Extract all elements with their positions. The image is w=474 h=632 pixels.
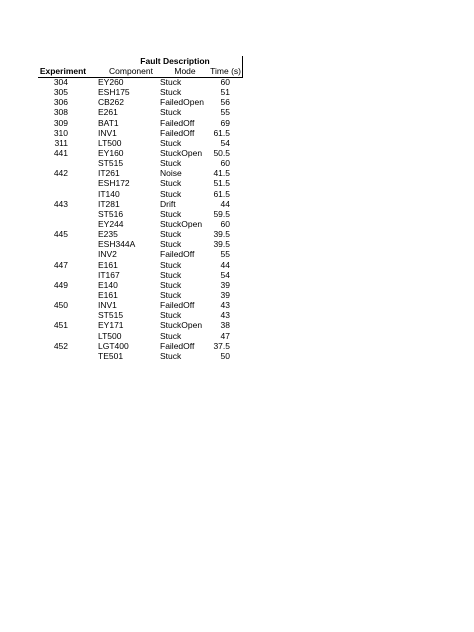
mode-cell: StuckOpen <box>160 320 203 331</box>
table-row <box>0 260 474 270</box>
experiment-cell: 442 <box>53 168 68 179</box>
mode-cell: Stuck <box>160 239 182 250</box>
table-row <box>0 249 474 259</box>
time-column-header: Time (s) <box>210 66 241 76</box>
time-cell: 51.5 <box>213 178 230 189</box>
table-row <box>0 209 474 219</box>
mode-cell: StuckOpen <box>160 218 203 229</box>
component-cell: EY160 <box>98 147 124 158</box>
experiment-cell: 452 <box>53 340 68 351</box>
mode-cell: Stuck <box>160 279 182 290</box>
mode-cell: Stuck <box>160 269 182 280</box>
time-cell: 69 <box>220 117 230 128</box>
table-row <box>0 270 474 280</box>
time-cell: 54 <box>220 269 230 280</box>
experiment-cell: 445 <box>53 229 68 240</box>
time-cell: 55 <box>220 249 230 260</box>
mode-cell: Stuck <box>160 77 182 87</box>
mode-cell: Noise <box>160 168 182 179</box>
component-cell: ST515 <box>98 158 124 169</box>
component-cell: IT167 <box>98 269 120 280</box>
experiment-column-header: Experiment <box>39 66 87 76</box>
component-cell: E161 <box>98 259 118 270</box>
table-row <box>0 310 474 320</box>
table-row <box>0 87 474 97</box>
mode-cell: Stuck <box>160 208 182 219</box>
mode-cell: Stuck <box>160 289 182 300</box>
component-cell: IT261 <box>98 168 120 179</box>
table-row <box>0 290 474 300</box>
table-row <box>0 128 474 138</box>
component-cell: IT140 <box>98 188 120 199</box>
experiment-cell: 310 <box>53 127 68 138</box>
table-row <box>0 158 474 168</box>
component-cell: EY171 <box>98 320 124 331</box>
time-cell: 50 <box>220 350 230 361</box>
component-cell: ST516 <box>98 208 124 219</box>
table-row <box>0 280 474 290</box>
table-row <box>0 331 474 341</box>
time-cell: 54 <box>220 137 230 148</box>
experiment-cell: 450 <box>53 300 68 311</box>
table-body <box>0 77 474 361</box>
time-cell: 39.5 <box>213 239 230 250</box>
mode-cell: Stuck <box>160 158 182 169</box>
component-cell: INV2 <box>98 249 117 260</box>
mode-cell: FailedOff <box>160 117 195 128</box>
experiment-cell: 443 <box>53 198 68 209</box>
time-cell: 39 <box>220 289 230 300</box>
experiment-cell: 306 <box>53 97 68 108</box>
component-cell: IT281 <box>98 198 120 209</box>
experiment-cell: 447 <box>53 259 68 270</box>
time-cell: 43 <box>220 310 230 321</box>
experiment-cell: 305 <box>53 87 68 98</box>
mode-cell: FailedOff <box>160 300 195 311</box>
time-cell: 50.5 <box>213 147 230 158</box>
mode-cell: Drift <box>160 198 176 209</box>
experiment-cell: 449 <box>53 279 68 290</box>
time-cell: 60 <box>220 218 230 229</box>
table-row <box>0 351 474 361</box>
component-cell: E140 <box>98 279 118 290</box>
table-row <box>0 300 474 310</box>
mode-cell: Stuck <box>160 188 182 199</box>
time-cell: 37.5 <box>213 340 230 351</box>
time-cell: 60 <box>220 158 230 169</box>
mode-cell: FailedOpen <box>160 97 204 108</box>
fault-description-header: Fault Description <box>140 56 210 66</box>
experiment-cell: 451 <box>53 320 68 331</box>
table-row <box>0 77 474 87</box>
component-cell: ESH175 <box>98 87 130 98</box>
table-row <box>0 341 474 351</box>
time-cell: 43 <box>220 300 230 311</box>
component-cell: ESH344A <box>98 239 136 250</box>
mode-cell: Stuck <box>160 229 182 240</box>
component-cell: EY244 <box>98 218 124 229</box>
component-column-header: Component <box>109 66 153 76</box>
component-cell: BAT1 <box>98 117 119 128</box>
time-cell: 39.5 <box>213 229 230 240</box>
component-cell: ST515 <box>98 310 124 321</box>
mode-cell: Stuck <box>160 107 182 118</box>
table-row <box>0 320 474 330</box>
table-row <box>0 168 474 178</box>
mode-cell: FailedOff <box>160 249 195 260</box>
experiment-cell: 309 <box>53 117 68 128</box>
component-cell: E235 <box>98 229 118 240</box>
table-row <box>0 219 474 229</box>
component-cell: INV1 <box>98 127 117 138</box>
experiment-cell: 304 <box>53 77 68 87</box>
table-row <box>0 118 474 128</box>
component-cell: LT500 <box>98 137 122 148</box>
time-cell: 56 <box>220 97 230 108</box>
mode-cell: FailedOff <box>160 127 195 138</box>
table-row <box>0 199 474 209</box>
component-cell: E261 <box>98 107 118 118</box>
component-cell: INV1 <box>98 300 117 311</box>
time-cell: 44 <box>220 259 230 270</box>
experiment-cell: 311 <box>54 137 68 148</box>
table-row <box>0 97 474 107</box>
component-cell: E161 <box>98 289 118 300</box>
time-cell: 61.5 <box>213 127 230 138</box>
table-row <box>0 138 474 148</box>
mode-cell: Stuck <box>160 87 182 98</box>
mode-cell: Stuck <box>160 178 182 189</box>
header-right-border <box>242 56 243 78</box>
component-cell: TE501 <box>98 350 124 361</box>
mode-cell: StuckOpen <box>160 147 203 158</box>
time-cell: 47 <box>220 330 230 341</box>
table-row <box>0 229 474 239</box>
table-row <box>0 189 474 199</box>
component-cell: CB262 <box>98 97 124 108</box>
time-cell: 60 <box>220 77 230 87</box>
mode-cell: Stuck <box>160 259 182 270</box>
time-cell: 39 <box>220 279 230 290</box>
mode-column-header: Mode <box>174 66 196 76</box>
time-cell: 55 <box>220 107 230 118</box>
time-cell: 44 <box>220 198 230 209</box>
time-cell: 61.5 <box>213 188 230 199</box>
time-cell: 51 <box>220 87 230 98</box>
time-cell: 59.5 <box>213 208 230 219</box>
table-row <box>0 107 474 117</box>
time-cell: 38 <box>220 320 230 331</box>
mode-cell: FailedOff <box>160 340 195 351</box>
table-row <box>0 178 474 188</box>
component-cell: LGT400 <box>98 340 129 351</box>
mode-cell: Stuck <box>160 310 182 321</box>
component-cell: ESH172 <box>98 178 130 189</box>
component-cell: LT500 <box>98 330 122 341</box>
component-cell: EY260 <box>98 77 124 87</box>
mode-cell: Stuck <box>160 330 182 341</box>
table-row <box>0 148 474 158</box>
mode-cell: Stuck <box>160 137 182 148</box>
experiment-cell: 308 <box>53 107 68 118</box>
time-cell: 41.5 <box>213 168 230 179</box>
mode-cell: Stuck <box>160 350 182 361</box>
table-row <box>0 239 474 249</box>
experiment-cell: 441 <box>53 147 68 158</box>
